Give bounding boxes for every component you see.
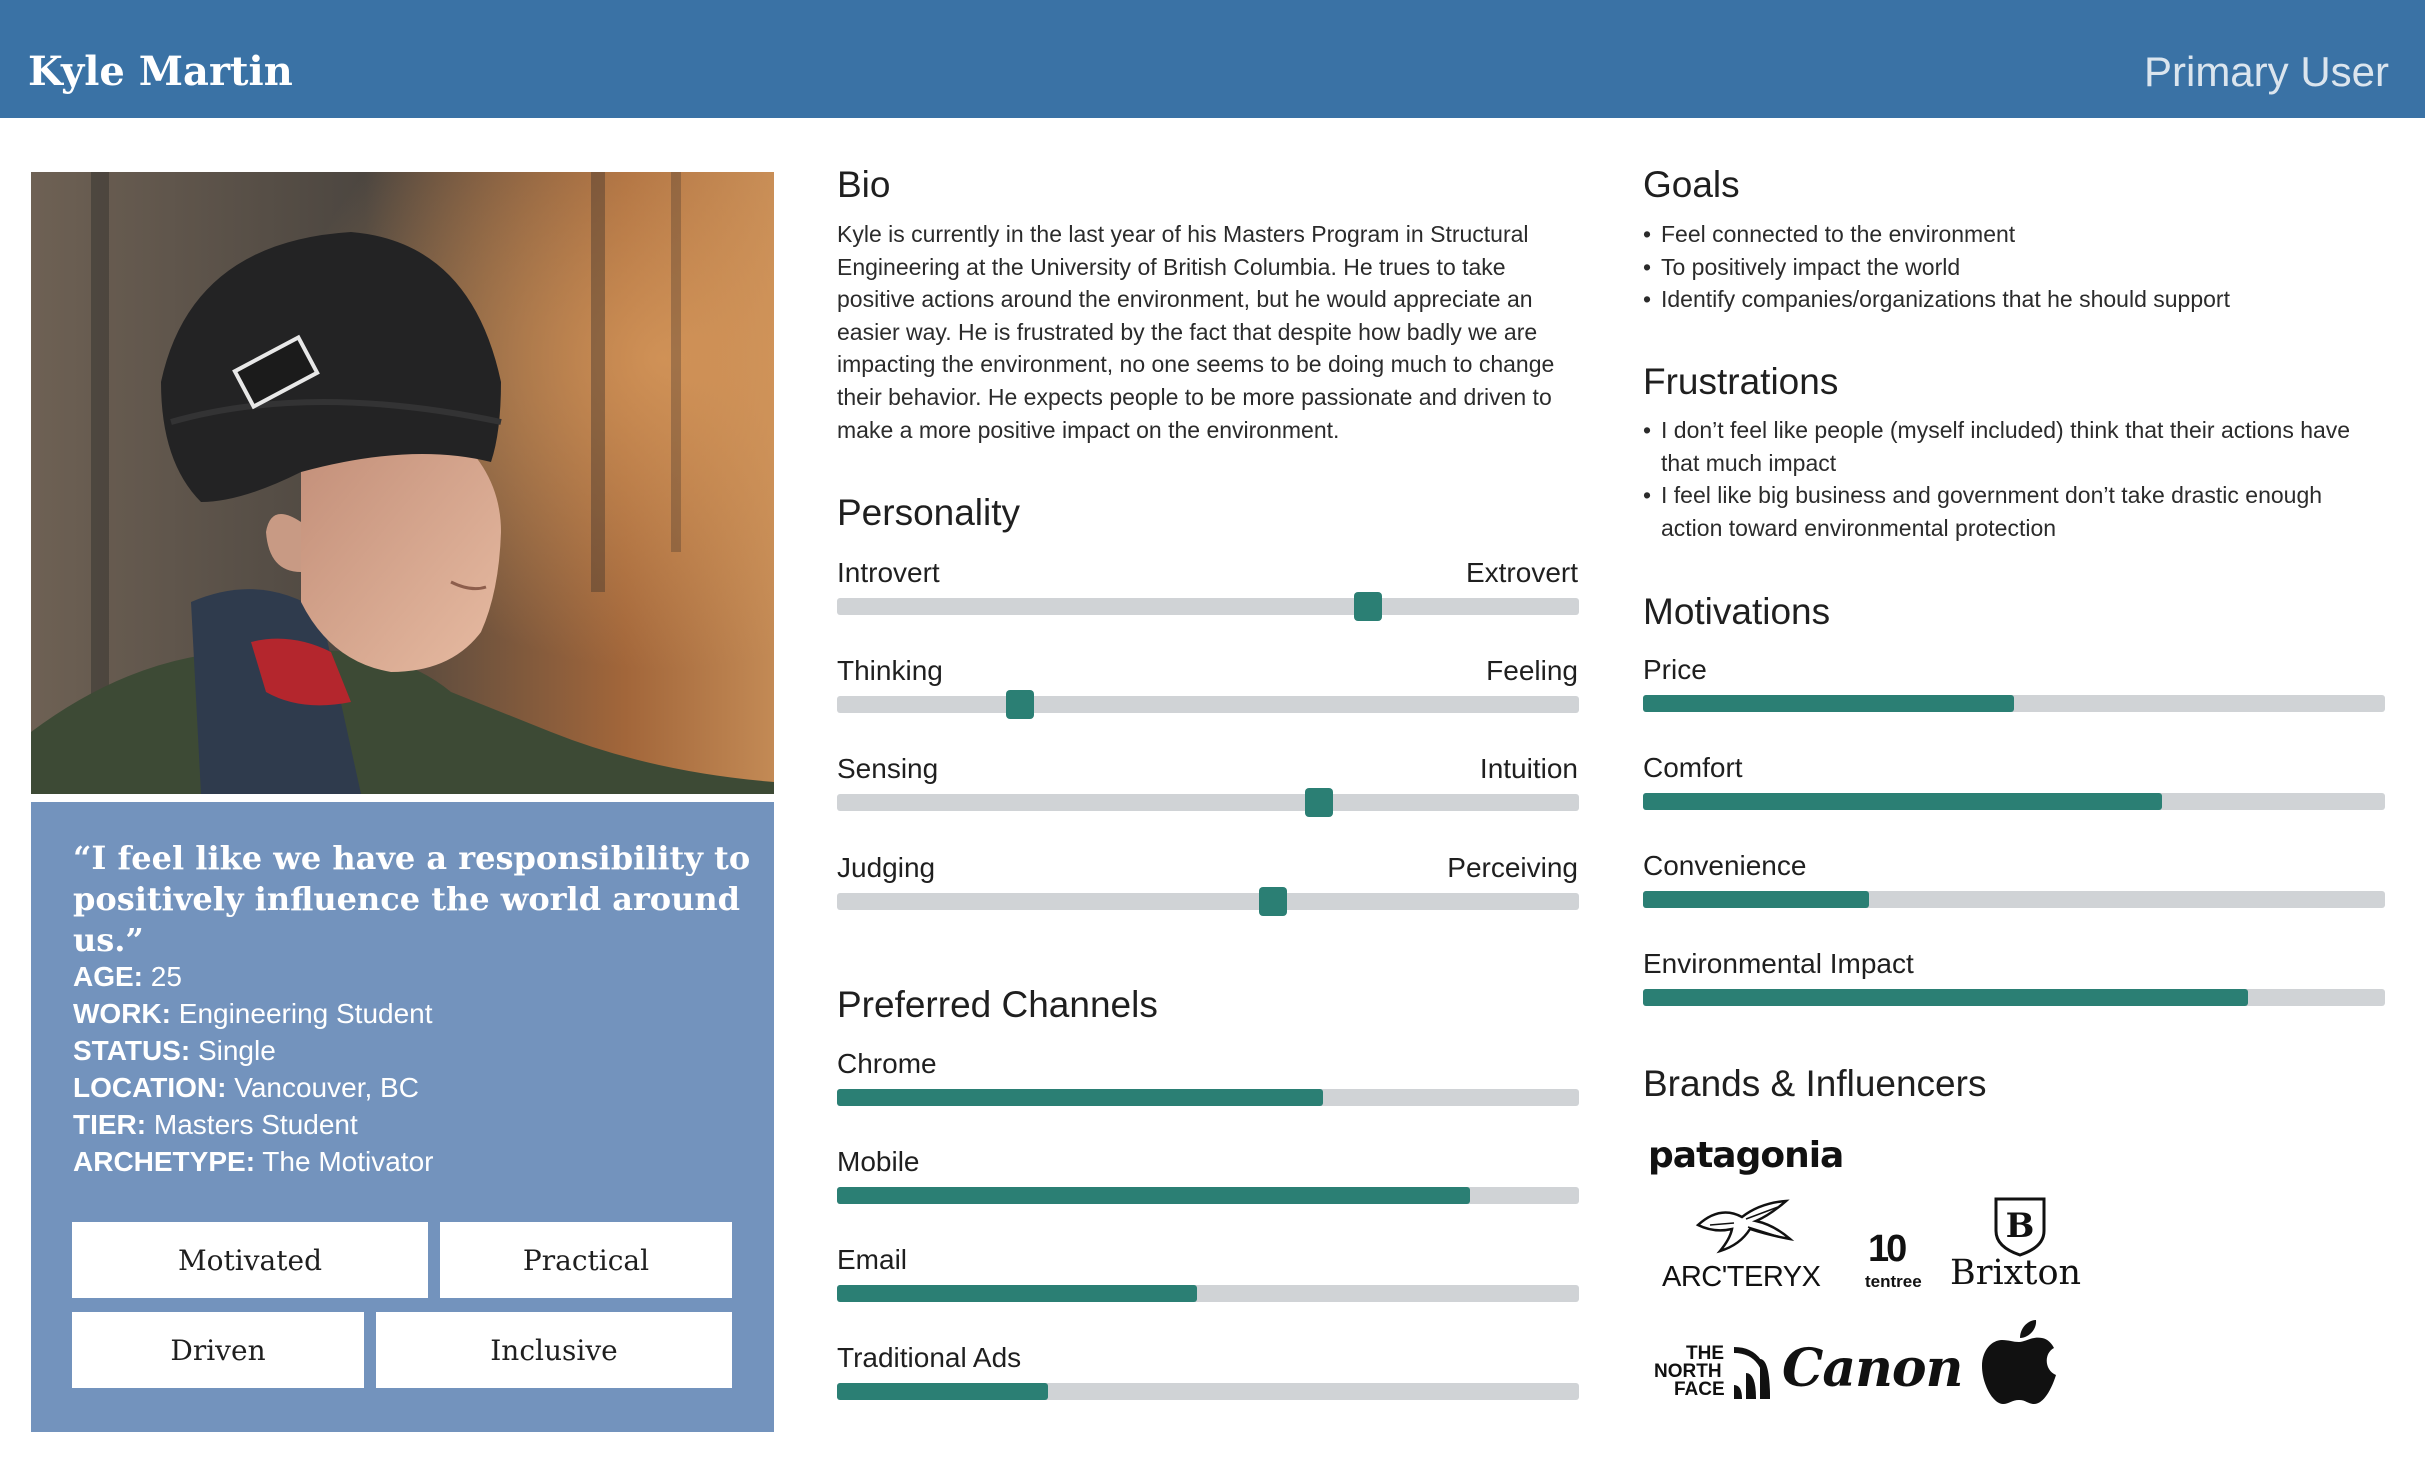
motivation-price-bar	[1643, 695, 2385, 712]
persona-name: Kyle Martin	[28, 48, 293, 95]
svg-text:B: B	[2005, 1206, 2035, 1246]
trait-driven: Driven	[72, 1312, 364, 1388]
fact-key: TIER:	[73, 1109, 147, 1140]
channel-ads-label: Traditional Ads	[837, 1342, 1022, 1373]
bio-text: Kyle is currently in the last year of his Masters Program in Structural Engineering at the University of British Columbia. He trues to take positive actions around the environment, but he would appreciate an easier way. He is frustrated by the fact that despite how badly we are impacting the environment, no one seems to be doing much to change their behavior. He expects people to be more passionate and driven to make a more positive impact on the environment.	[837, 221, 1555, 443]
channel-mobile-label: Mobile	[837, 1146, 920, 1177]
motivation-convenience-fill	[1643, 891, 1869, 908]
channel-email-bar	[837, 1285, 1579, 1302]
tentree-mark: 10	[1868, 1228, 1905, 1270]
goal-item: • Identify companies/organizations that he should support	[1643, 283, 2388, 316]
scale-introvert-extrovert	[837, 598, 1579, 615]
brixton-logo	[1950, 1195, 2090, 1295]
brixton-wordmark: Brixton	[1950, 1253, 2082, 1293]
apple-logo-icon	[1982, 1320, 2056, 1406]
northface-logo	[1652, 1345, 1772, 1405]
patagonia-logo: patagonia	[1648, 1135, 1844, 1176]
motivation-environment-fill	[1643, 989, 2248, 1006]
scale-judging-label: Judging	[837, 852, 936, 883]
channel-ads-bar	[837, 1383, 1579, 1400]
header-bar	[0, 0, 2425, 118]
archaeopteryx-icon	[1690, 1195, 1800, 1257]
motivation-comfort-bar	[1643, 793, 2385, 810]
motivation-convenience-label: Convenience	[1643, 850, 1807, 881]
goal-item: • Feel connected to the environment	[1643, 218, 2388, 251]
goals-title: Goals	[1643, 164, 1740, 205]
persona-photo	[31, 172, 774, 794]
tentree-wordmark: tentree	[1865, 1272, 1922, 1291]
scale-extrovert-label: Extrovert	[1465, 557, 1578, 588]
fact-work	[73, 995, 433, 1032]
fact-key: LOCATION:	[73, 1072, 227, 1103]
fact-archetype	[73, 1143, 433, 1180]
frustration-item: • I feel like big business and government don’t take drastic enough action toward environmental protection	[1643, 479, 2388, 544]
fact-tier	[73, 1106, 433, 1143]
persona-quote: “I feel like we have a responsibility to positively influence the world around us.”	[73, 839, 751, 959]
channel-mobile-bar	[837, 1187, 1579, 1204]
scale-feeling-label: Feeling	[1486, 655, 1578, 686]
fact-age	[73, 958, 433, 995]
channel-chrome-fill	[837, 1089, 1323, 1106]
bio-title: Bio	[837, 164, 891, 205]
scale-knob	[1354, 592, 1382, 621]
profile-card	[31, 802, 774, 1432]
arcteryx-wordmark: ARC'TERYX	[1662, 1261, 1821, 1293]
brixton-shield-icon	[1992, 1195, 2048, 1257]
scale-thinking-label: Thinking	[837, 655, 943, 686]
scale-introvert-label: Introvert	[837, 557, 940, 588]
fact-key: AGE:	[73, 961, 143, 992]
fact-value: Engineering Student	[178, 998, 433, 1029]
scale-sensing-intuition	[837, 794, 1579, 811]
motivation-environment-label: Environmental Impact	[1643, 948, 1914, 979]
canon-logo: Canon	[1782, 1338, 1963, 1399]
channels-title: Preferred Channels	[837, 984, 1158, 1025]
frustrations-list	[1643, 414, 2388, 544]
channel-chrome-bar	[837, 1089, 1579, 1106]
fact-key: STATUS:	[73, 1035, 191, 1066]
goals-list	[1643, 218, 2388, 316]
motivation-convenience-bar	[1643, 891, 2385, 908]
persona-facts	[73, 958, 433, 1180]
northface-word-1: THE	[1686, 1343, 1724, 1364]
fact-status	[73, 1032, 433, 1069]
fact-value: Masters Student	[153, 1109, 358, 1140]
frustration-item: • I don’t feel like people (myself included) think that their actions have that much impact	[1643, 414, 2388, 479]
trait-inclusive: Inclusive	[376, 1312, 732, 1388]
scale-knob	[1305, 788, 1333, 817]
scale-intuition-label: Intuition	[1479, 753, 1578, 784]
motivations-title: Motivations	[1643, 591, 1831, 632]
scale-sensing-label: Sensing	[837, 753, 939, 784]
channel-mobile-fill	[837, 1187, 1470, 1204]
scale-thinking-feeling	[837, 696, 1579, 713]
motivation-price-fill	[1643, 695, 2014, 712]
scale-knob	[1259, 887, 1287, 916]
fact-value: Single	[197, 1035, 276, 1066]
northface-word-3: FACE	[1674, 1379, 1725, 1400]
arcteryx-logo	[1660, 1195, 1821, 1295]
fact-location	[73, 1069, 433, 1106]
frustrations-title: Frustrations	[1643, 361, 1839, 402]
motivation-price-label: Price	[1643, 654, 1707, 685]
fact-key: ARCHETYPE:	[73, 1146, 256, 1177]
tentree-logo	[1862, 1228, 1932, 1298]
northface-word-2: NORTH	[1654, 1361, 1722, 1382]
channel-chrome-label: Chrome	[837, 1048, 937, 1079]
goal-item: • To positively impact the world	[1643, 251, 2388, 284]
brands-title: Brands & Influencers	[1643, 1063, 1987, 1104]
channel-ads-fill	[837, 1383, 1048, 1400]
trait-practical: Practical	[440, 1222, 732, 1298]
motivation-comfort-fill	[1643, 793, 2162, 810]
scale-judging-perceiving	[837, 893, 1579, 910]
fact-key: WORK:	[73, 998, 171, 1029]
scale-perceiving-label: Perceiving	[1447, 852, 1578, 883]
persona-role: Primary User	[2143, 48, 2389, 95]
channel-email-fill	[837, 1285, 1197, 1302]
scale-knob	[1006, 690, 1034, 719]
motivation-environment-bar	[1643, 989, 2385, 1006]
trait-motivated: Motivated	[72, 1222, 428, 1298]
northface-halfdome-icon	[1734, 1345, 1772, 1399]
motivation-comfort-label: Comfort	[1643, 752, 1743, 783]
fact-value: The Motivator	[262, 1146, 434, 1177]
channel-email-label: Email	[837, 1244, 908, 1275]
personality-title: Personality	[837, 492, 1021, 533]
fact-value: Vancouver, BC	[234, 1072, 419, 1103]
fact-value: 25	[150, 961, 182, 992]
